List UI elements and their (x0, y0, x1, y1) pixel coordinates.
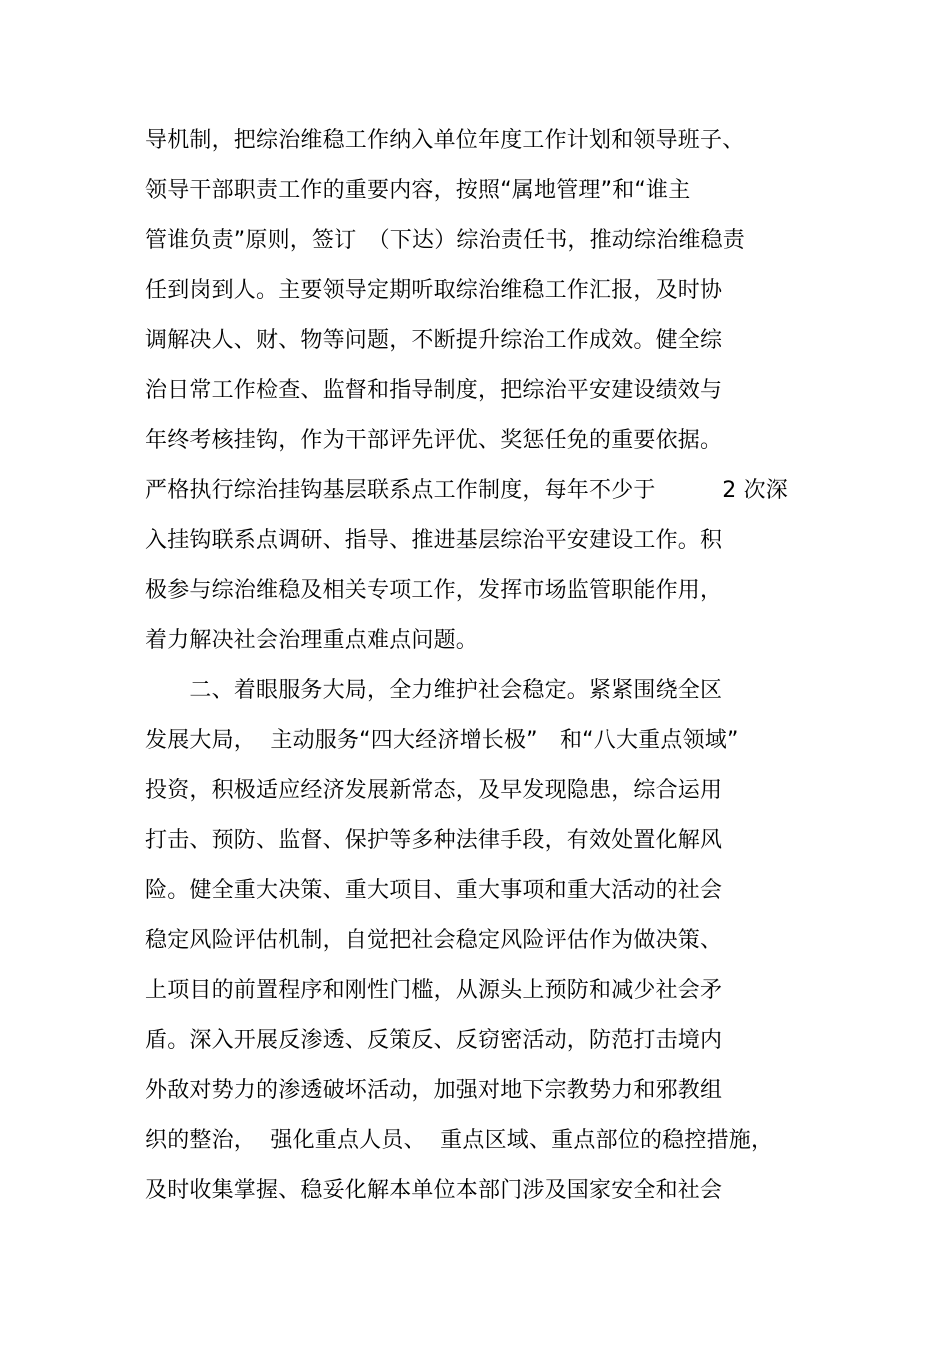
paragraph-start-line: 二、着眼服务大局，全力维护社会稳定。紧紧围绕全区 (145, 678, 723, 703)
text-line: 任到岗到人。主要领导定期听取综治维稳工作汇报，及时协 (145, 278, 723, 303)
text-line: 严格执行综治挂钩基层联系点工作制度，每年不少于 2 次深 (145, 478, 788, 503)
text-line: 管谁负责”原则，签订 （下达）综治责任书，推动综治维稳责 (145, 228, 745, 253)
text-line: 盾。深入开展反渗透、反策反、反窃密活动，防范打击境内 (145, 1028, 723, 1053)
text-line: 打击、预防、监督、保护等多种法律手段，有效处置化解风 (145, 828, 723, 853)
text-line: 着力解决社会治理重点难点问题。 (145, 628, 479, 653)
text-line: 投资，积极适应经济发展新常态，及早发现隐患，综合运用 (145, 778, 723, 803)
text-line: 调解决人、财、物等问题，不断提升综治工作成效。健全综 (145, 328, 723, 353)
text-line: 上项目的前置程序和刚性门槛，从源头上预防和减少社会矛 (145, 978, 723, 1003)
text-line: 治日常工作检查、监督和指导制度，把综治平安建设绩效与 (145, 378, 723, 403)
text-line: 险。健全重大决策、重大项目、重大事项和重大活动的社会 (145, 878, 723, 903)
text-line: 入挂钩联系点调研、指导、推进基层综治平安建设工作。积 (145, 528, 723, 553)
text-line: 织的整治， 强化重点人员、 重点区域、重点部位的稳控措施， (145, 1128, 774, 1153)
text-line: 稳定风险评估机制，自觉把社会稳定风险评估作为做决策、 (145, 928, 723, 953)
text-line: 领导干部职责工作的重要内容，按照“属地管理”和“谁主 (145, 178, 691, 203)
text-line: 极参与综治维稳及相关专项工作，发挥市场监管职能作用， (145, 578, 723, 603)
text-line: 导机制，把综治维稳工作纳入单位年度工作计划和领导班子、 (145, 128, 745, 153)
text-line: 年终考核挂钩，作为干部评先评优、奖惩任免的重要依据。 (145, 428, 723, 453)
text-line: 及时收集掌握、稳妥化解本单位本部门涉及国家安全和社会 (145, 1178, 723, 1203)
text-line: 外敌对势力的渗透破坏活动，加强对地下宗教势力和邪教组 (145, 1078, 723, 1103)
text-line: 发展大局， 主动服务“四大经济增长极” 和“八大重点领域” (145, 728, 739, 753)
